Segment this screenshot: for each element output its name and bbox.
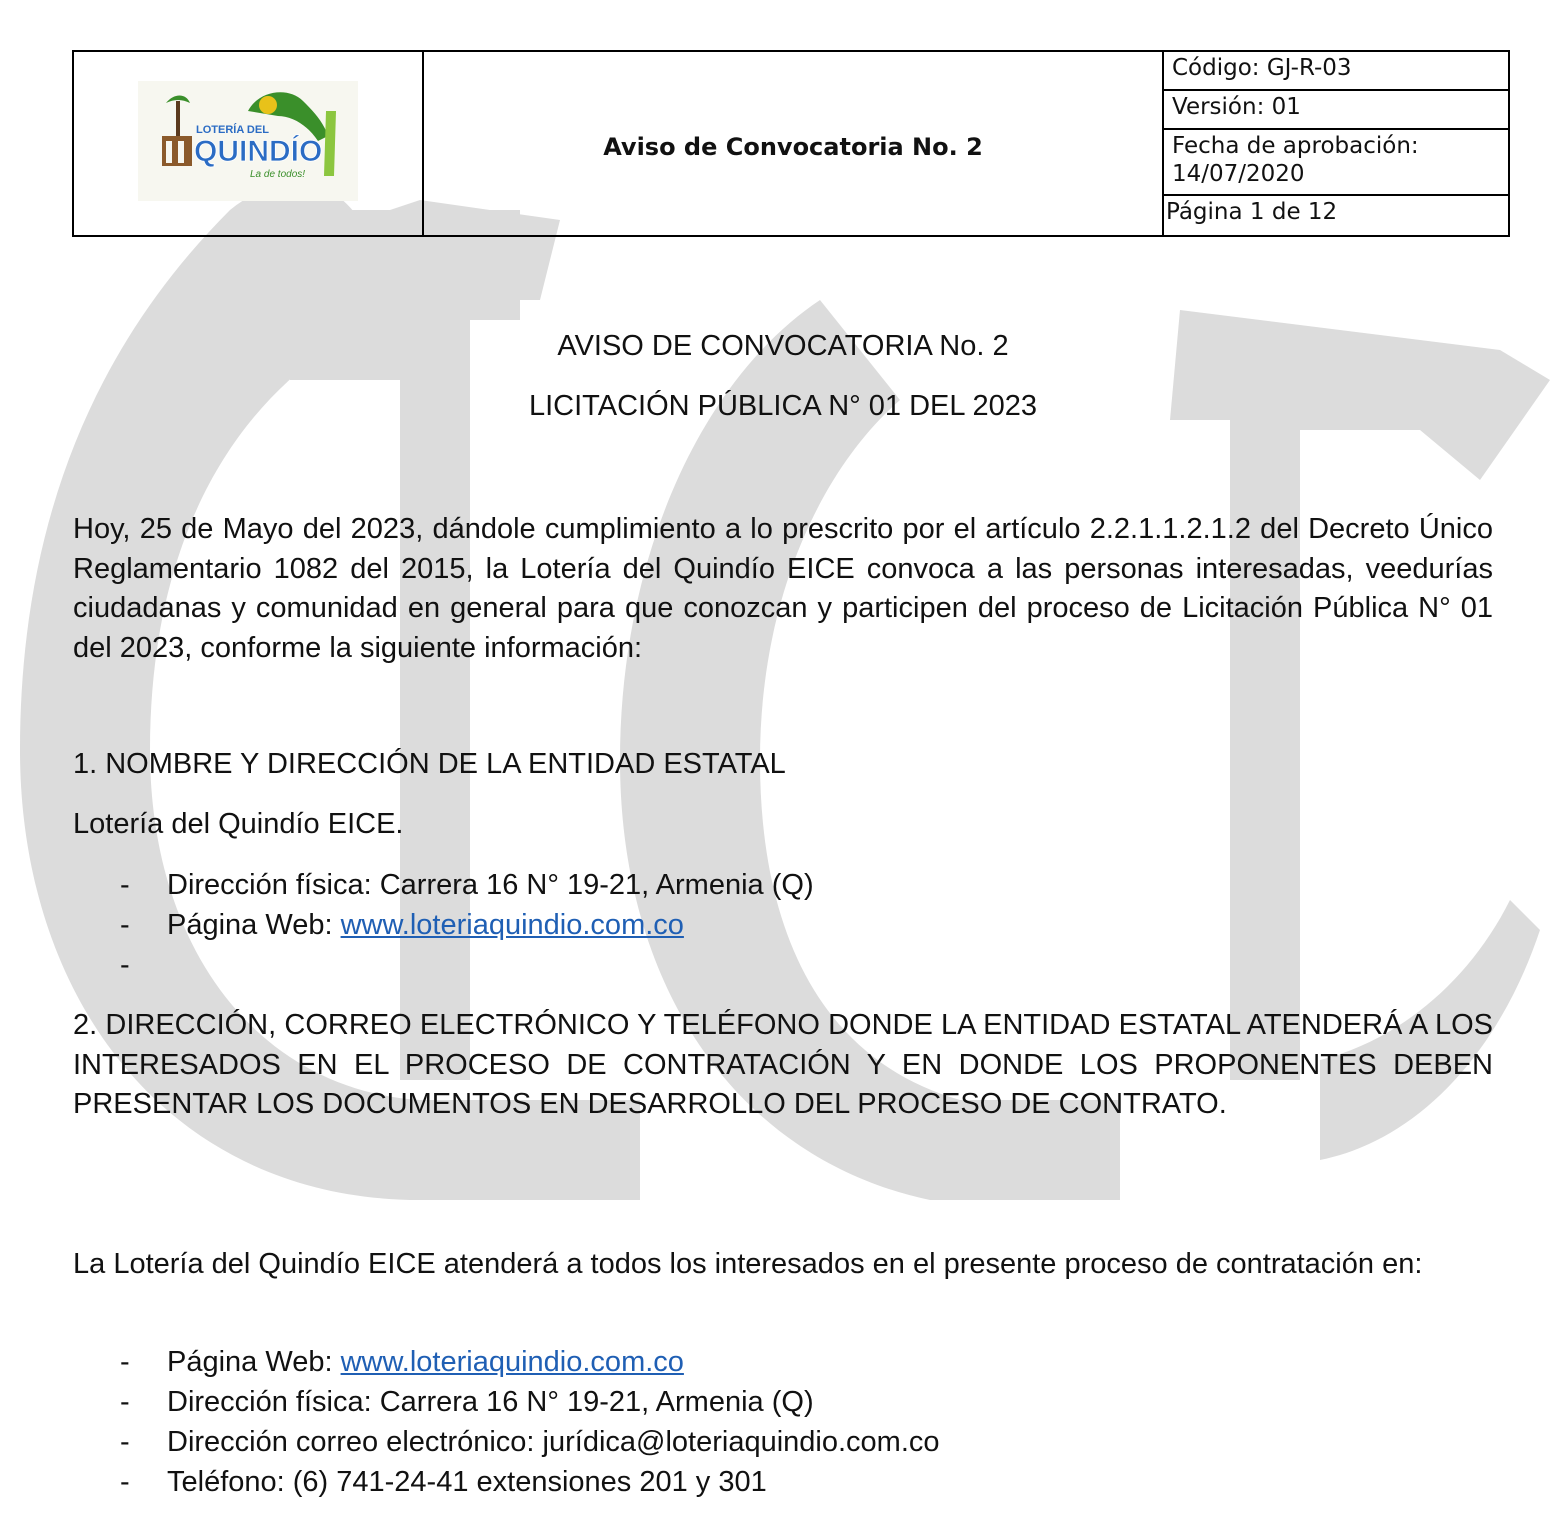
list-item bbox=[120, 1426, 940, 1459]
web-label: Página Web: bbox=[167, 1346, 341, 1378]
list-item bbox=[120, 1466, 767, 1499]
pagina-cell: Página 1 de 12 bbox=[1163, 195, 1509, 236]
bullet-dash: - bbox=[120, 1346, 130, 1378]
website-link[interactable]: www.loteriaquindio.com.co bbox=[340, 909, 684, 941]
fecha-value: 14/07/2020 bbox=[1172, 161, 1305, 187]
loteria-quindio-logo bbox=[138, 81, 358, 201]
logo-wordmark: QUINDÍO bbox=[194, 135, 323, 168]
bullet-dash: - bbox=[120, 949, 130, 981]
bullet-dash: - bbox=[120, 1466, 130, 1498]
intro-paragraph: Hoy, 25 de Mayo del 2023, dándole cumplimiento a lo prescrito por el artículo 2.2.1.1.2.1.2 del Decreto Único Reglamentario 1082 del 2015, la Lotería del Quindío EICE convoca a las personas interesadas, veedurías ciudadanas y comunidad en general para que conozcan y participen del proceso de Licitación Pública N° 01 del 2023, conforme la siguiente información: bbox=[73, 513, 1493, 664]
section2-heading: 2. DIRECCIÓN, CORREO ELECTRÓNICO Y TELÉFONO DONDE LA ENTIDAD ESTATAL ATENDERÁ A LOS INTERESADOS EN EL PROCESO DE CONTRATACIÓN Y EN DONDE LOS PROPONENTES DEBEN PRESENTAR LOS DOCUMENTOS EN DESARROLLO DEL PROCESO DE CONTRATO. bbox=[73, 1009, 1493, 1120]
list-item bbox=[120, 1346, 684, 1379]
entity-name: Lotería del Quindío EICE. bbox=[73, 808, 404, 840]
list-item bbox=[120, 909, 684, 942]
bullet-dash: - bbox=[120, 869, 130, 901]
section1-heading: 1. NOMBRE Y DIRECCIÓN DE LA ENTIDAD ESTATAL bbox=[73, 748, 786, 780]
list-item bbox=[120, 949, 167, 982]
logo-tagline: La de todos! bbox=[250, 169, 306, 180]
website-link[interactable]: www.loteriaquindio.com.co bbox=[340, 1346, 684, 1378]
version-cell: Versión: 01 bbox=[1163, 90, 1509, 129]
logo-top-text: LOTERÍA DEL bbox=[196, 124, 269, 136]
codigo-cell: Código: GJ-R-03 bbox=[1163, 51, 1509, 90]
fecha-cell bbox=[1163, 129, 1509, 195]
list-item bbox=[120, 1386, 814, 1419]
bullet-dash: - bbox=[120, 1426, 130, 1458]
header-title: Aviso de Convocatoria No. 2 bbox=[423, 51, 1163, 236]
list-item bbox=[120, 869, 814, 902]
document-subtitle: LICITACIÓN PÚBLICA N° 01 DEL 2023 bbox=[528, 390, 1038, 422]
bullet-dash: - bbox=[120, 909, 130, 941]
address-text: Dirección física: Carrera 16 N° 19-21, Armenia (Q) bbox=[167, 869, 814, 901]
address-text: Dirección física: Carrera 16 N° 19-21, Armenia (Q) bbox=[167, 1386, 814, 1418]
attend-paragraph: La Lotería del Quindío EICE atenderá a todos los interesados en el presente proceso de contratación en: bbox=[73, 1248, 1423, 1280]
document-title: AVISO DE CONVOCATORIA No. 2 bbox=[557, 330, 1009, 362]
document-header-table bbox=[72, 50, 1510, 237]
fecha-label: Fecha de aprobación: bbox=[1172, 133, 1419, 159]
email-text: Dirección correo electrónico: jurídica@loteriaquindio.com.co bbox=[167, 1426, 940, 1458]
logo-cell bbox=[73, 51, 423, 236]
phone-text: Teléfono: (6) 741-24-41 extensiones 201 y 301 bbox=[167, 1466, 767, 1498]
bullet-dash: - bbox=[120, 1386, 130, 1418]
web-label: Página Web: bbox=[167, 909, 341, 941]
